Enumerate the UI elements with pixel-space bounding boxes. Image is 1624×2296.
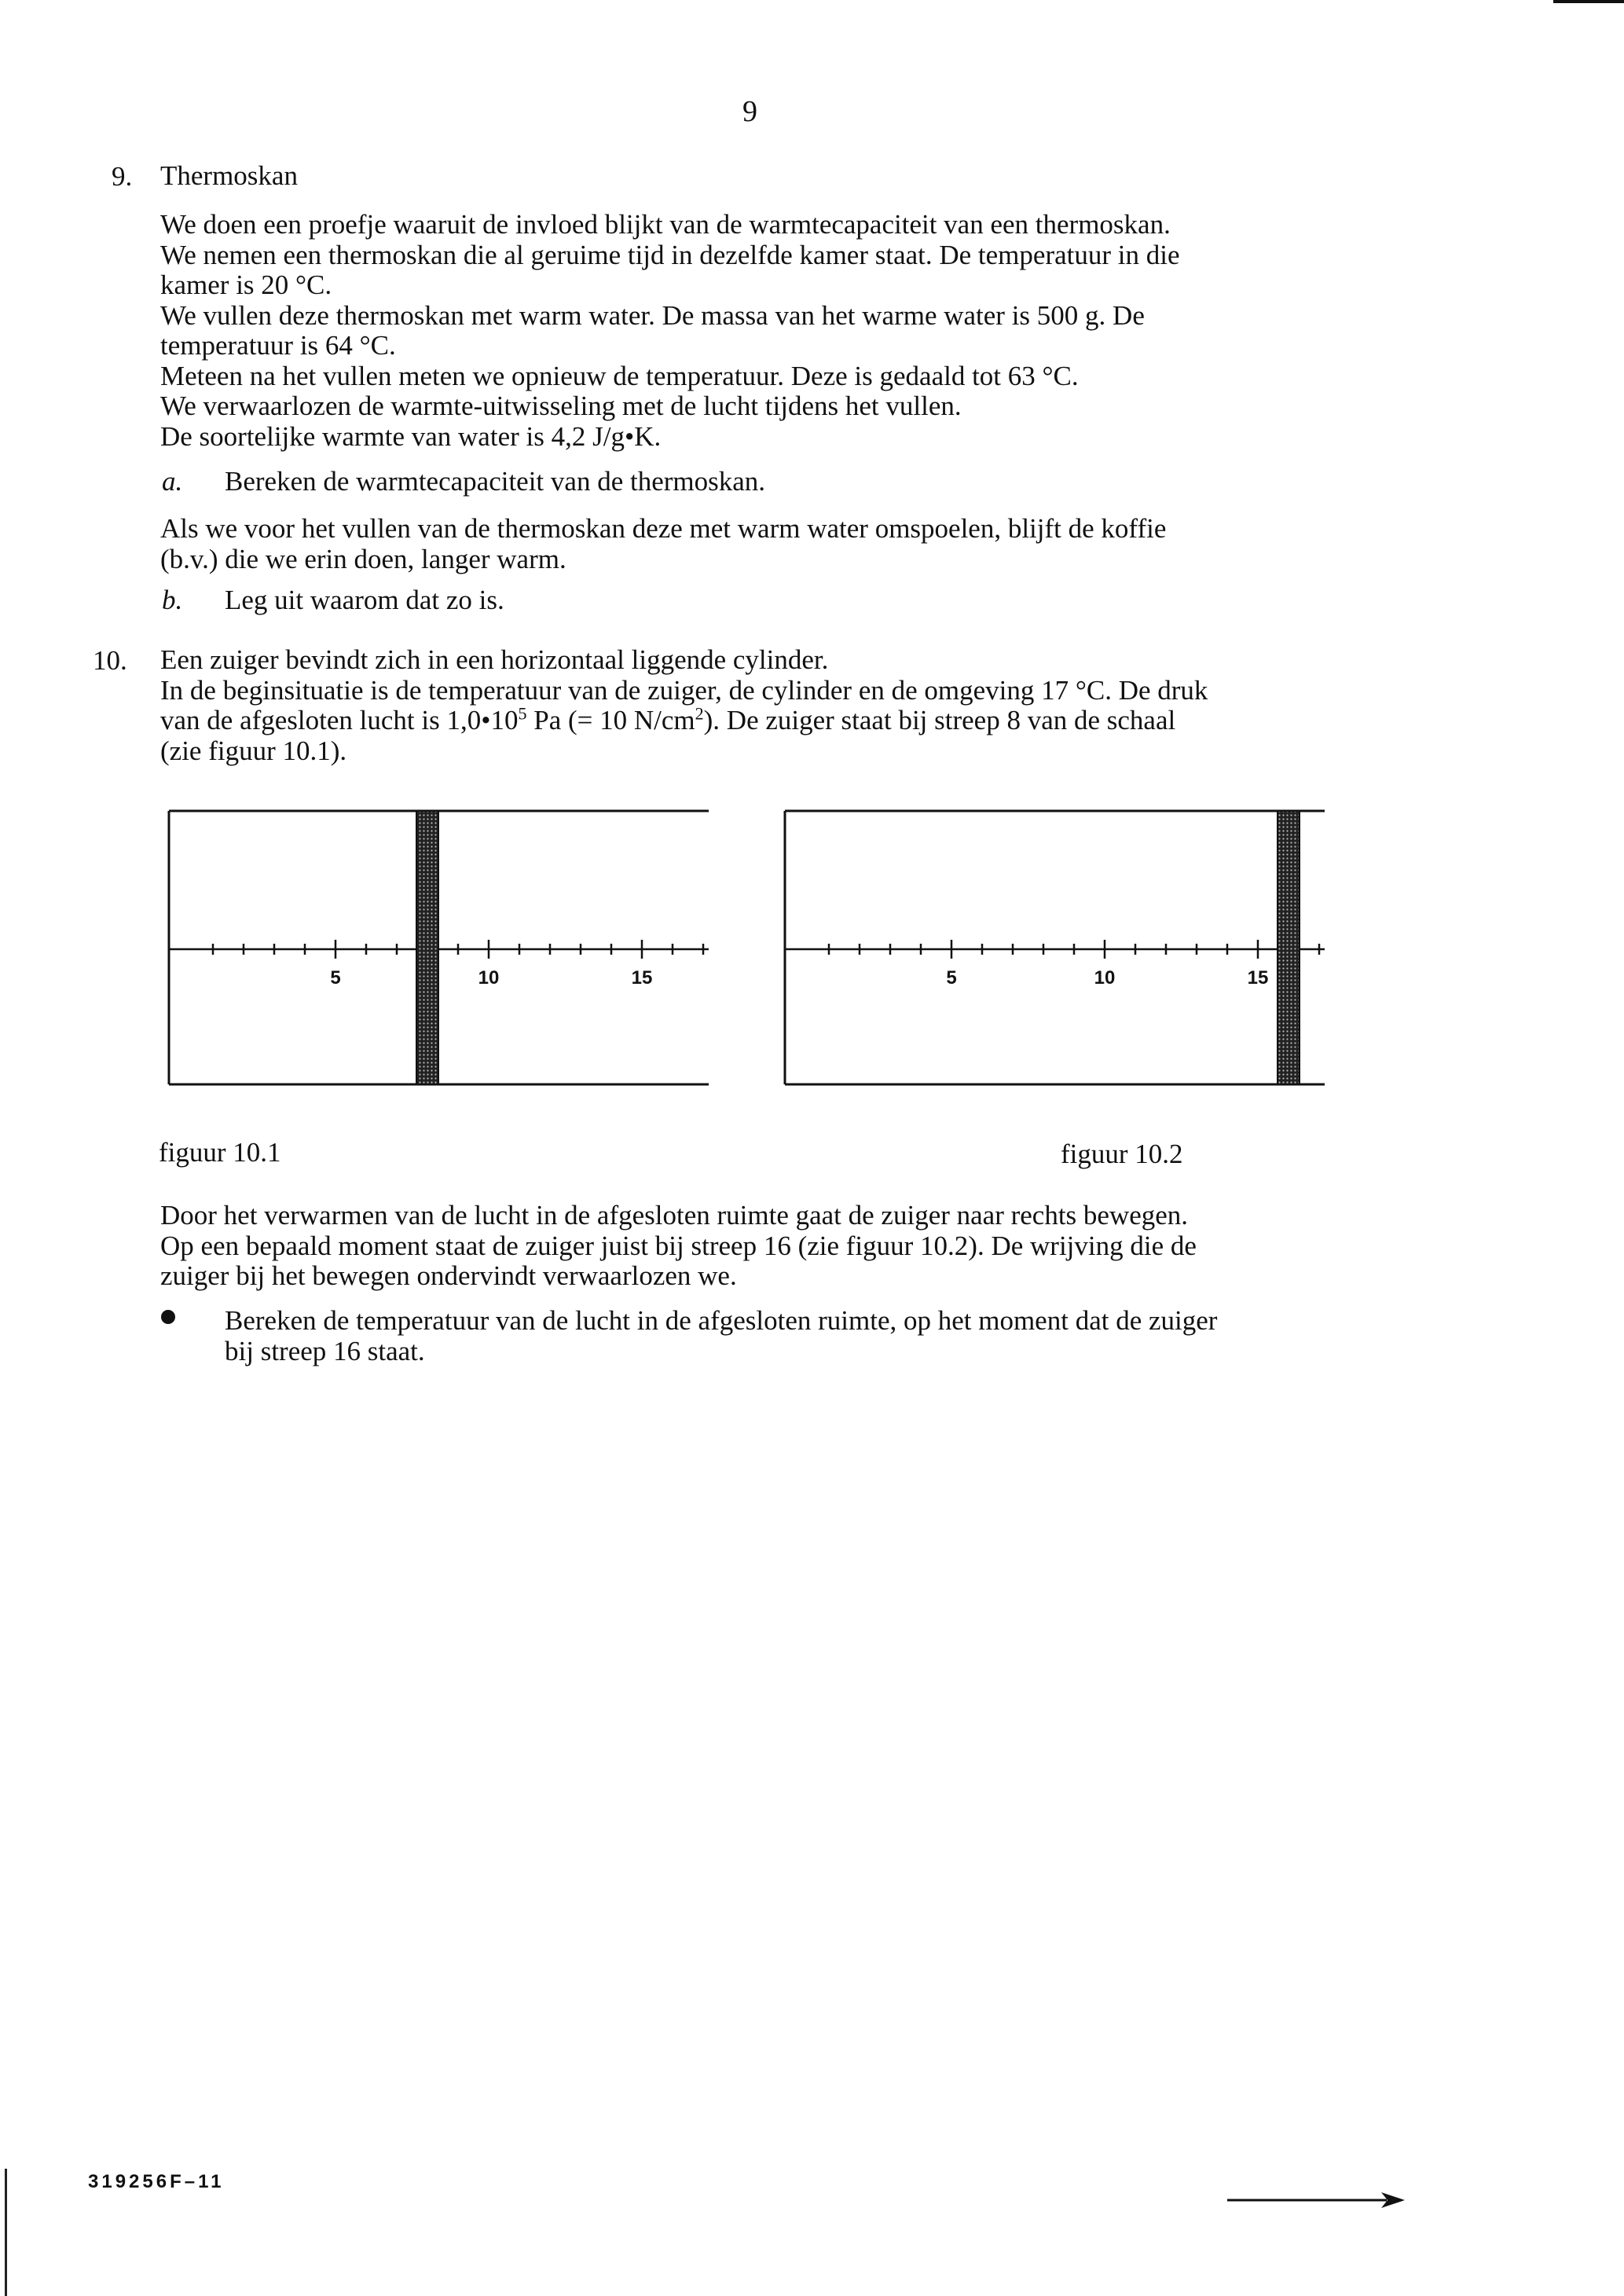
text-line: Door het verwarmen van de lucht in de afgesloten ruimte gaat de zuiger naar rechts bewegen. — [160, 1200, 1189, 1231]
question-10-number: 10. — [93, 645, 127, 676]
text-line: (zie figuur 10.1). — [160, 735, 347, 766]
question-9-number: 9. — [112, 161, 133, 192]
text-line: We doen een proefje waaruit de invloed blijkt van de warmtecapaciteit van een thermoskan. — [160, 209, 1171, 240]
text-line: We nemen een thermoskan die al geruime tijd in dezelfde kamer staat. De temperatuur in die — [160, 239, 1180, 270]
bullet-point — [161, 1310, 175, 1324]
question-9-middle — [160, 514, 1166, 574]
question-10-intro — [160, 645, 1208, 766]
footer-code: 319256F–11 — [88, 2171, 225, 2192]
text-line: We vullen deze thermoskan met warm water. De massa van het warme water is 500 g. De — [160, 299, 1145, 331]
question-9-intro — [160, 210, 1180, 452]
tick-label: 5 — [330, 967, 341, 988]
question-9-title: Thermoskan — [160, 160, 298, 191]
text-line: van de afgesloten lucht is $1,0•10^5$ Pa (= 10 $N/cm^2$). De zuiger staat bij streep 8 van de schaal — [160, 703, 1176, 735]
figure-10-1-caption: figuur 10.1 — [159, 1137, 281, 1168]
piston — [1278, 811, 1300, 1084]
text-line: kamer is 20 °C. — [160, 270, 332, 300]
text-line: We verwaarlozen de warmte-uitwisseling met de lucht tijdens het vullen. — [160, 391, 962, 421]
text-line: Als we voor het vullen van de thermoskan deze met warm water omspoelen, blijft de koffie — [160, 513, 1167, 544]
part-b-text: Leg uit waarom dat zo is. — [225, 585, 504, 615]
text-line: In de beginsituatie is de temperatuur van de zuiger, de cylinder en de omgeving 17 °C. De druk — [160, 674, 1208, 706]
tick-label: 5 — [946, 967, 957, 988]
piston — [416, 811, 438, 1084]
part-b-label: b. — [162, 585, 183, 615]
figure-10-2-cylinder — [783, 805, 1333, 1088]
tick-label: 15 — [1247, 967, 1269, 988]
figure-10-1-cylinder — [167, 805, 717, 1088]
page-number: 9 — [742, 95, 757, 128]
part-a-text: Bereken de warmtecapaciteit van de thermoskan. — [225, 466, 766, 497]
text-line: Meteen na het vullen meten we opnieuw de temperatuur. Deze is gedaald tot 63 °C. — [160, 360, 1079, 391]
text-line: bij streep 16 staat. — [225, 1335, 425, 1366]
left-edge-rule — [5, 2169, 7, 2296]
continue-arrow-icon — [1226, 2191, 1406, 2210]
tick-label: 10 — [1094, 967, 1116, 988]
text-line: Een zuiger bevindt zich in een horizontaal liggende cylinder. — [160, 644, 829, 675]
top-edge-rule — [1553, 0, 1624, 3]
tick-label: 10 — [478, 967, 500, 988]
figure-10-2-caption: figuur 10.2 — [1061, 1139, 1183, 1169]
text-line: Op een bepaald moment staat de zuiger juist bij streep 16 (zie figuur 10.2). De wrijving die de — [160, 1230, 1197, 1261]
question-10-task — [225, 1306, 1217, 1366]
text-line: (b.v.) die we erin doen, langer warm. — [160, 543, 566, 574]
tick-label: 15 — [631, 967, 653, 988]
question-10-continuation — [160, 1201, 1197, 1292]
text-line: temperatuur is 64 °C. — [160, 330, 396, 361]
text-line: De soortelijke warmte van water is 4,2 J/g•K. — [160, 420, 662, 452]
text-line: Bereken de temperatuur van de lucht in de afgesloten ruimte, op het moment dat de zuiger — [225, 1305, 1218, 1336]
text-line: zuiger bij het bewegen ondervindt verwaarlozen we. — [160, 1260, 737, 1291]
part-a-label: a. — [162, 466, 183, 497]
